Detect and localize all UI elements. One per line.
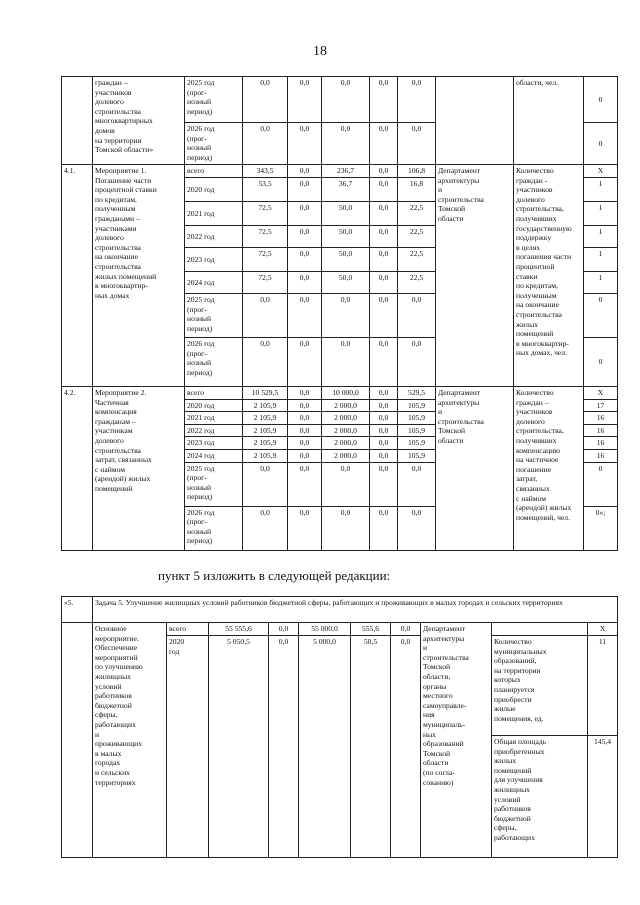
task-title: Задача 5. Улучшение жилищных условий работников бюджетной сферы, работающих и проживающих в малых городах и сельских территориях	[93, 597, 618, 623]
value-cell: 55 555,6	[209, 623, 269, 636]
value-cell: 72,5	[243, 202, 288, 226]
indicator-value-cell: 0»;	[584, 506, 618, 550]
value-cell: 36,7	[322, 178, 370, 202]
year-cell: 2022 год	[185, 226, 243, 248]
year-cell: 2021 год	[185, 202, 243, 226]
value-cell: 0,0	[269, 623, 299, 636]
indicator-name-cell: Общая площадь приобретенных жилых помещений для улучшения жилищных условий работников бюджетной сферы, работающих	[492, 736, 588, 858]
value-cell: 0,0	[370, 77, 398, 123]
value-cell: 555,6	[351, 623, 391, 636]
indicator-value-cell: 0	[584, 462, 618, 506]
page-number: 18	[313, 44, 327, 59]
indicator-value-cell: Х	[584, 387, 618, 400]
value-cell: 2 105,9	[243, 449, 288, 462]
value-cell: 0,0	[370, 424, 398, 437]
year-cell: всего	[185, 387, 243, 400]
year-cell: 2023 год	[185, 437, 243, 450]
value-cell: 0,0	[370, 412, 398, 425]
value-cell: 0,0	[243, 77, 288, 123]
value-cell: 0,0	[322, 506, 370, 550]
value-cell: 343,5	[243, 165, 288, 178]
value-cell: 0,0	[370, 123, 398, 165]
row-number-cell: 4.1.	[62, 165, 93, 387]
value-cell: 0,0	[398, 506, 436, 550]
amendment-instruction: пункт 5 изложить в следующей редакции:	[158, 568, 391, 583]
value-cell: 2 000,0	[322, 412, 370, 425]
value-cell: 0,0	[322, 294, 370, 338]
value-cell: 0,0	[288, 387, 322, 400]
indicator-value-cell: 145,4	[588, 736, 618, 858]
value-cell: 0,0	[288, 399, 322, 412]
executor-cell: Департамент архитектуры и строительства Томской области, органы местного самоуправле- ния муниципаль- ных образований Томской области (по согла- сованию)	[421, 623, 492, 858]
value-cell: 0,0	[398, 77, 436, 123]
value-cell: 2 000,0	[322, 399, 370, 412]
indicator-value-cell: 1	[584, 248, 618, 272]
value-cell: 50,0	[322, 202, 370, 226]
row-number-cell	[62, 623, 93, 858]
value-cell: 2 000,0	[322, 437, 370, 450]
indicator-name-cell	[492, 623, 588, 636]
year-cell: 2024 год	[185, 272, 243, 294]
indicator-value-cell: 16	[584, 437, 618, 450]
year-cell: 2021 год	[185, 412, 243, 425]
value-cell: 0,0	[288, 165, 322, 178]
value-cell: 5 000,0	[299, 636, 351, 858]
value-cell: 105,9	[398, 412, 436, 425]
value-cell: 0,0	[243, 123, 288, 165]
indicator-value-cell: 1	[584, 272, 618, 294]
year-cell: 2023 год	[185, 248, 243, 272]
value-cell: 0,0	[370, 506, 398, 550]
value-cell: 0,0	[370, 437, 398, 450]
value-cell: 0,0	[370, 202, 398, 226]
value-cell: 22,5	[398, 272, 436, 294]
year-cell: 2020 год	[185, 178, 243, 202]
value-cell: 0,0	[288, 123, 322, 165]
value-cell: 105,9	[398, 424, 436, 437]
value-cell: 0,0	[243, 294, 288, 338]
task-number: «5.	[62, 597, 93, 623]
indicator-value-cell: 16	[584, 449, 618, 462]
indicator-value-cell: 16	[584, 412, 618, 425]
value-cell: 50,0	[322, 272, 370, 294]
indicator-name-cell: области, чел.	[514, 77, 584, 165]
value-cell: 0,0	[391, 623, 421, 636]
measure-description: Мероприятие 1. Погашение части процентной ставки по кредитам, полученным гражданами – участниками долевого строительства на окончание строительства жилых помещений в многоквартир- ных домах	[93, 165, 185, 387]
indicator-value-cell: 0	[584, 123, 618, 165]
value-cell: 0,0	[322, 77, 370, 123]
row-number-cell	[62, 77, 93, 165]
value-cell: 0,0	[288, 178, 322, 202]
value-cell: 0,0	[370, 272, 398, 294]
year-cell: 2020 год	[167, 636, 209, 858]
value-cell: 0,0	[243, 506, 288, 550]
value-cell: 10 529,5	[243, 387, 288, 400]
value-cell: 0,0	[322, 338, 370, 387]
value-cell: 0,0	[243, 338, 288, 387]
value-cell: 0,0	[322, 123, 370, 165]
value-cell: 0,0	[269, 636, 299, 858]
year-cell: 2022 год	[185, 424, 243, 437]
value-cell: 2 000,0	[322, 449, 370, 462]
value-cell: 0,0	[288, 506, 322, 550]
value-cell: 0,0	[288, 202, 322, 226]
year-cell: 2025 год (прог- нозный период)	[185, 462, 243, 506]
value-cell: 0,0	[370, 294, 398, 338]
value-cell: 22,5	[398, 248, 436, 272]
year-cell: 2026 год (прог- нозный период)	[185, 123, 243, 165]
value-cell: 0,0	[288, 77, 322, 123]
value-cell: 0,0	[288, 412, 322, 425]
value-cell: 0,0	[398, 462, 436, 506]
measure-description: Основное мероприятие. Обеспечение мероприятий по улучшению жилищных условий работников бюджетной сферы, работающих и проживающих в малых городах и сельских территориях	[93, 623, 167, 858]
executor-cell: Департамент архитектуры и строительства Томской области	[436, 165, 514, 387]
program-table-continued	[61, 76, 618, 551]
value-cell: 0,0	[288, 437, 322, 450]
value-cell: 0,0	[398, 123, 436, 165]
value-cell: 16,8	[398, 178, 436, 202]
year-cell: 2026 год (прог- нозный период)	[185, 338, 243, 387]
value-cell: 0,0	[288, 338, 322, 387]
value-cell: 0,0	[288, 248, 322, 272]
year-cell: 2026 год (прог- нозный период)	[185, 506, 243, 550]
value-cell: 0,0	[370, 387, 398, 400]
value-cell: 2 000,0	[322, 424, 370, 437]
value-cell: 0,0	[370, 449, 398, 462]
value-cell: 72,5	[243, 226, 288, 248]
value-cell: 105,9	[398, 449, 436, 462]
task5-table	[61, 596, 618, 858]
value-cell: 0,0	[288, 294, 322, 338]
value-cell: 2 105,9	[243, 437, 288, 450]
indicator-value-cell: 0	[584, 77, 618, 123]
value-cell: 0,0	[288, 226, 322, 248]
indicator-name-cell: Количество граждан - участников долевого строительства, получивших государственную поддержку в целях погашения части процентной ставки по кредитам, полученным на окончание строительства жилых помещений в многоквартир- ных домах, чел.	[514, 165, 584, 387]
value-cell: 2 105,9	[243, 399, 288, 412]
row-number-cell: 4.2.	[62, 387, 93, 551]
value-cell: 0,0	[391, 636, 421, 858]
value-cell: 0,0	[370, 226, 398, 248]
value-cell: 2 105,9	[243, 412, 288, 425]
value-cell: 22,5	[398, 226, 436, 248]
indicator-value-cell: 1	[584, 178, 618, 202]
year-cell: всего	[185, 165, 243, 178]
value-cell: 529,5	[398, 387, 436, 400]
value-cell: 55 000,0	[299, 623, 351, 636]
year-cell: 2024 год	[185, 449, 243, 462]
value-cell: 53,5	[243, 178, 288, 202]
value-cell: 50,5	[351, 636, 391, 858]
value-cell: 0,0	[370, 178, 398, 202]
value-cell: 0,0	[243, 462, 288, 506]
value-cell: 0,0	[322, 462, 370, 506]
value-cell: 0,0	[398, 338, 436, 387]
value-cell: 0,0	[370, 248, 398, 272]
value-cell: 0,0	[370, 399, 398, 412]
value-cell: 0,0	[370, 165, 398, 178]
executor-cell: Департамент архитектуры и строительства Томской области	[436, 387, 514, 551]
indicator-value-cell: 0	[584, 338, 618, 387]
value-cell: 106,8	[398, 165, 436, 178]
value-cell: 0,0	[398, 294, 436, 338]
indicator-value-cell: 0	[584, 294, 618, 338]
value-cell: 0,0	[288, 449, 322, 462]
measure-description: Мероприятие 2. Частичная компенсация гражданам – участникам долевого строительства затрат, связанных с наймом (арендой) жилых помещений	[93, 387, 185, 551]
value-cell: 0,0	[288, 462, 322, 506]
indicator-value-cell: 17	[584, 399, 618, 412]
year-cell: 2020 год	[185, 399, 243, 412]
indicator-name-cell: Количество муниципальных образований, на территории которых планируется приобрести жилые помещения, ед.	[492, 636, 588, 736]
executor-cell	[436, 77, 514, 165]
value-cell: 2 105,9	[243, 424, 288, 437]
value-cell: 72,5	[243, 272, 288, 294]
value-cell: 50,0	[322, 248, 370, 272]
indicator-value-cell: 11	[588, 636, 618, 736]
value-cell: 10 000,0	[322, 387, 370, 400]
indicator-value-cell: 1	[584, 226, 618, 248]
value-cell: 236,7	[322, 165, 370, 178]
value-cell: 105,9	[398, 437, 436, 450]
indicator-value-cell: Х	[584, 165, 618, 178]
value-cell: 0,0	[370, 462, 398, 506]
value-cell: 0,0	[370, 338, 398, 387]
value-cell: 105,9	[398, 399, 436, 412]
value-cell: 5 050,5	[209, 636, 269, 858]
indicator-value-cell: 16	[584, 424, 618, 437]
indicator-value-cell: 1	[584, 202, 618, 226]
indicator-value-cell: Х	[588, 623, 618, 636]
year-cell: 2025 год (прог- нозный период)	[185, 77, 243, 123]
value-cell: 22,5	[398, 202, 436, 226]
year-cell: всего	[167, 623, 209, 636]
year-cell: 2025 год (прог- нозный период)	[185, 294, 243, 338]
value-cell: 0,0	[288, 272, 322, 294]
measure-description: граждан – участников долевого строительства многоквартирных домов на территории Томской области»	[93, 77, 185, 165]
value-cell: 50,0	[322, 226, 370, 248]
value-cell: 72,5	[243, 248, 288, 272]
indicator-name-cell: Количество граждан – участников долевого строительства, получивших компенсацию на частичное погашение затрат, связанных с наймом (арендой) жилых помещений, чел.	[514, 387, 584, 551]
value-cell: 0,0	[288, 424, 322, 437]
